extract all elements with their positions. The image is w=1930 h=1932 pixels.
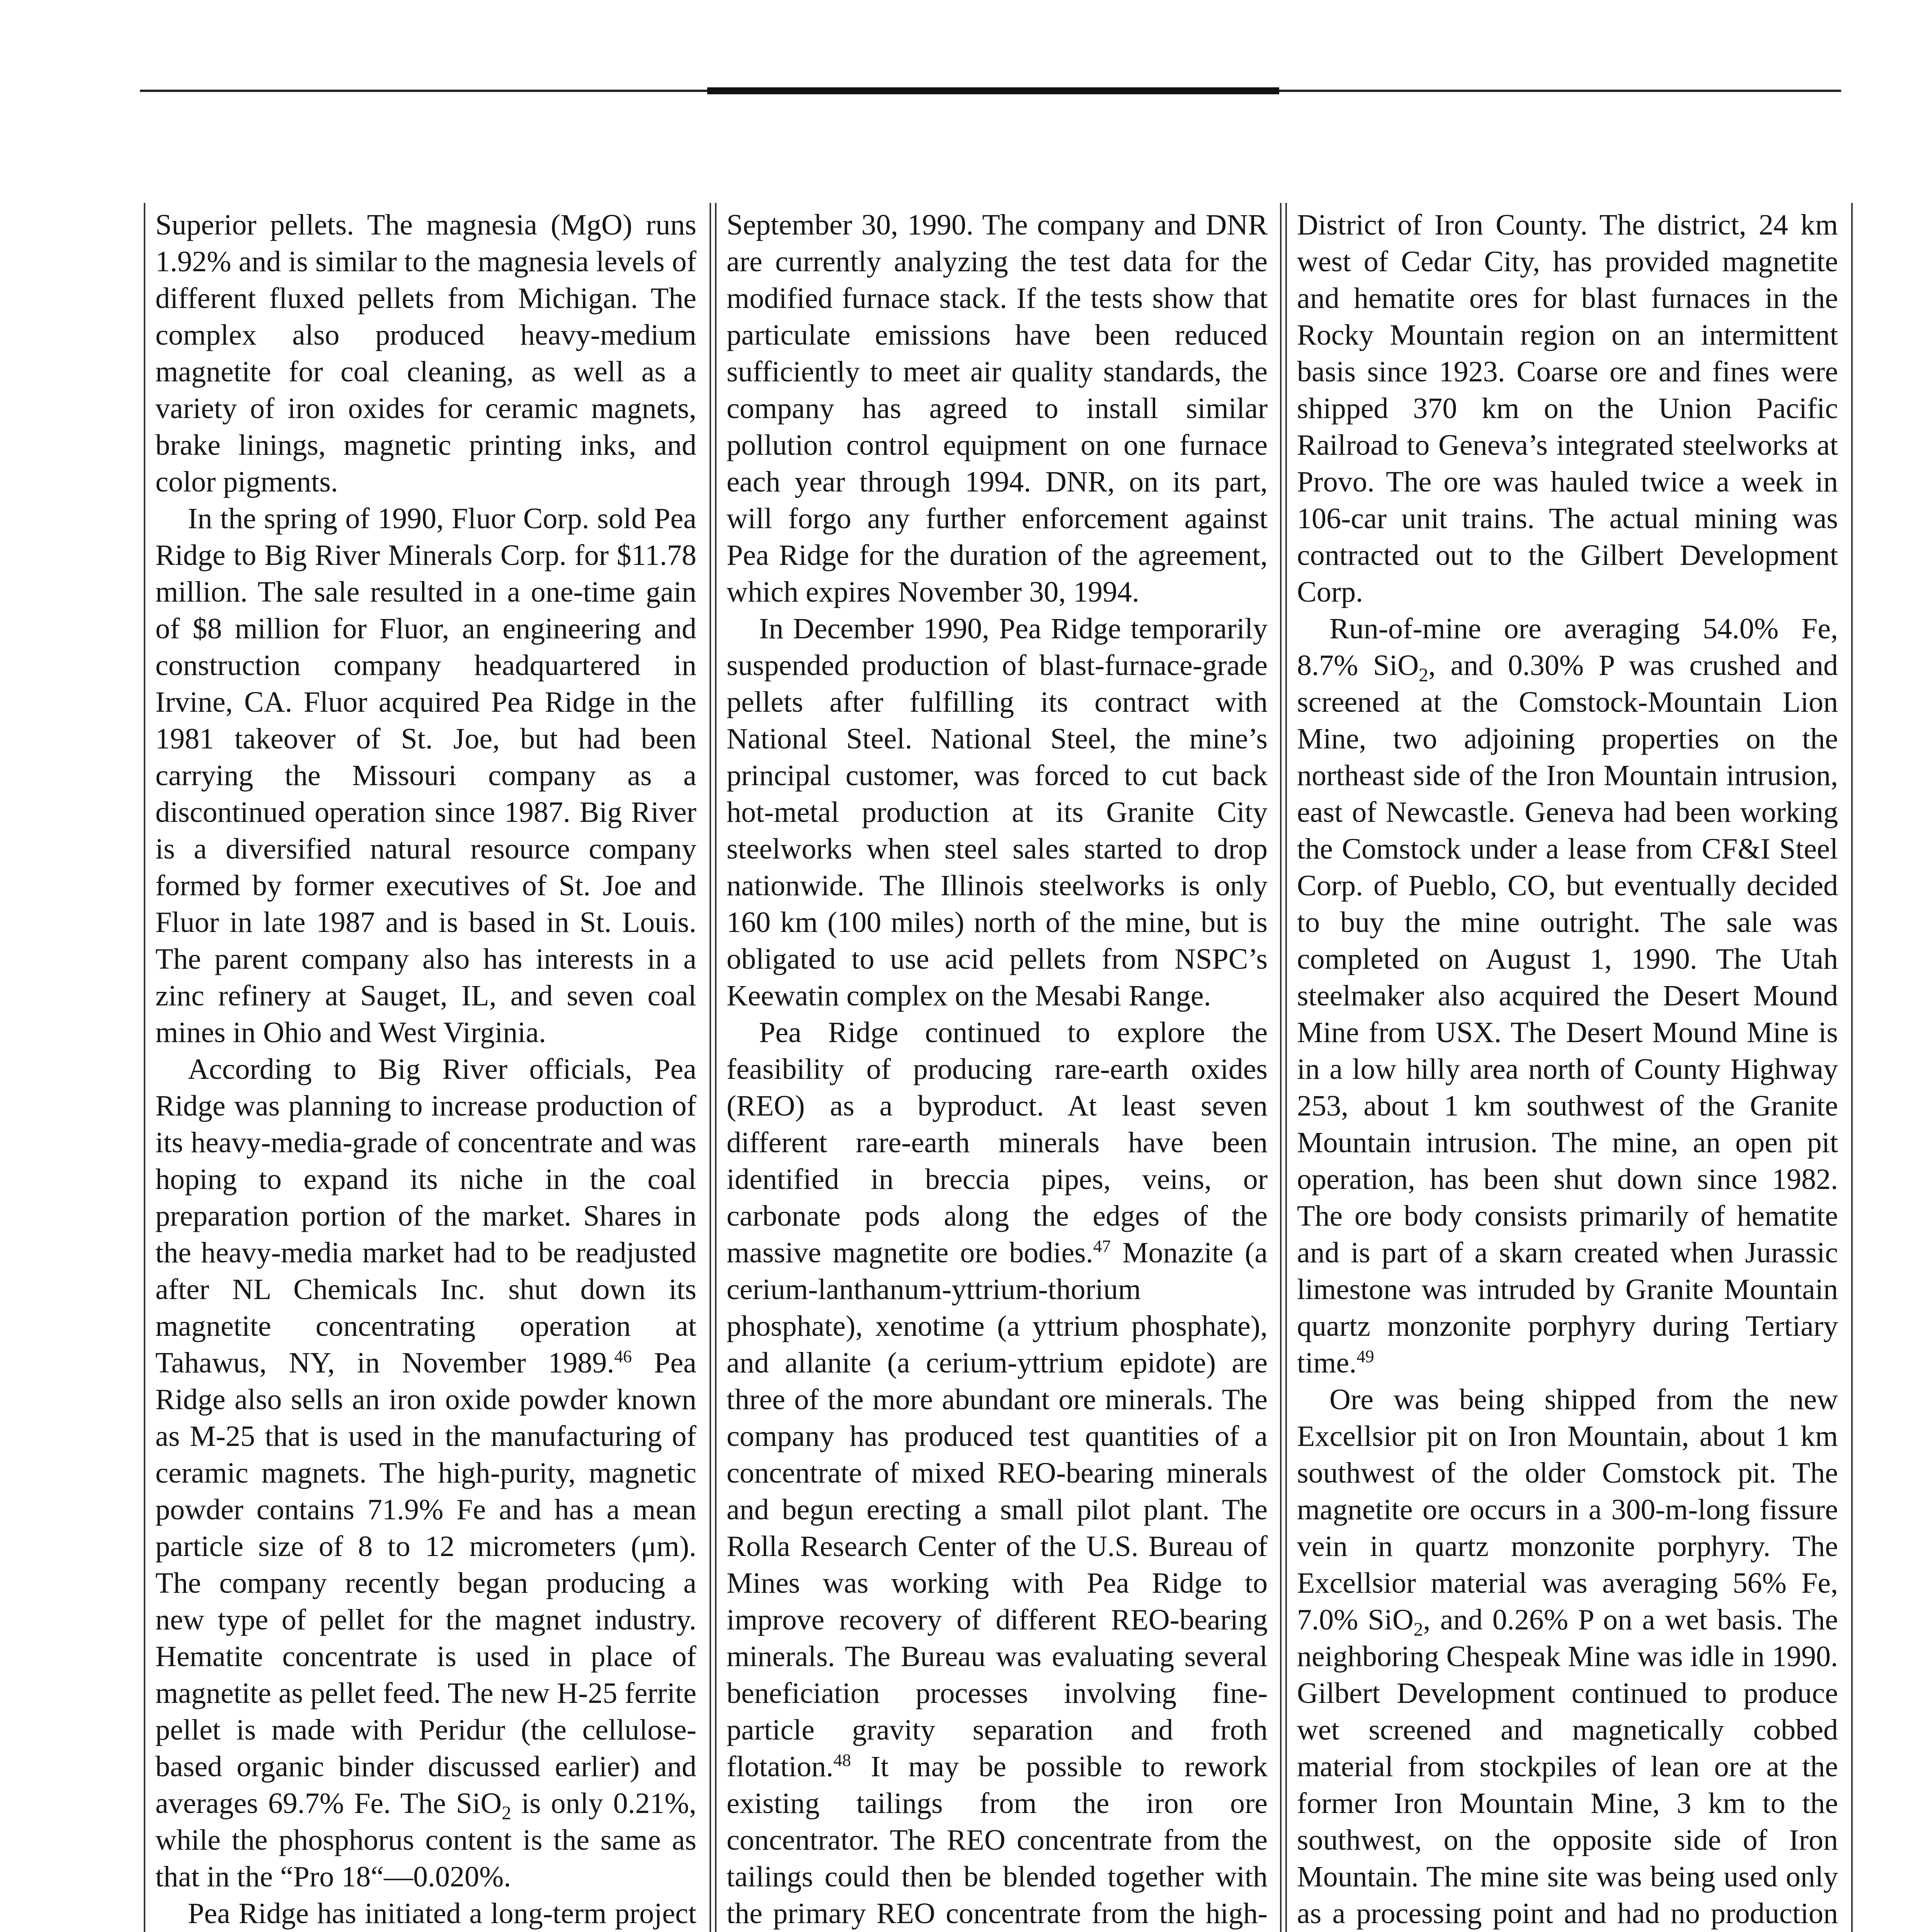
subscript: 2 [502, 1802, 511, 1824]
paragraph [727, 1014, 1268, 1932]
column-divider [1851, 203, 1853, 1932]
text-run: It may be possible to rework existing tailings from the iron ore concentrator. The REO concentrate from the tailings could then be blended together with the primary REO concentrate from the high- [727, 1750, 1268, 1930]
subscript: 2 [1413, 1619, 1423, 1640]
text-column-1 [155, 207, 696, 1932]
column-divider [144, 203, 145, 1932]
paragraph: Pea Ridge has initiated a long-term project [188, 1897, 696, 1930]
paragraph [1297, 1381, 1838, 1932]
text-run: , and 0.30% P was crushed and screened at the Comstock-Mountain Lion Mine, two adjoining properties on the northeast side of the Iron Mountain intrusion, east of Newcastle. Geneva had been working the Comstock under a lease from CF&I Steel Corp. of Pueblo, CO, but eventually decided to buy the mine outright. The sale was completed on August 1, 1990. The Utah steelmaker also acquired the Desert Mound Mine from USX. The Desert Mound Mine is in a low hilly area north of County Highway 253, about 1 km southwest of the Granite Mountain intrusion. The mine, an open pit operation, has been shut down since 1982. The ore body consists primarily of hematite and is part of a skarn created when Jurassic limestone was intruded by Granite Mountain quartz monzonite porphyry during Tertiary time. [1297, 649, 1838, 1379]
text-run: Run-of-mine ore averaging 54.0% Fe, 8.7% SiO [1297, 612, 1838, 682]
footnote-ref: 48 [833, 1750, 851, 1770]
text-run: Pea Ridge also sells an iron oxide powder known as M-25 that is used in the manufacturing of ceramic magnets. The high-purity, magnetic powder contains 71.9% Fe and has a mean particle size of 8 to 12 micrometers (μm). The company recently began producing a new type of pellet for the magnet industry. Hematite concentrate is used in place of magnetite as pellet feed. The new H-25 ferrite pellet is made with Peridur (the cellulose-based organic binder discussed earlier) and averages 69.7% Fe. The SiO [155, 1347, 696, 1820]
text-run: Pea Ridge continued to explore the feasibility of producing rare-earth oxides (REO) as a byproduct. At least seven different rare-earth minerals have been identified in breccia pipes, veins, or carbonate pods along the edges of the massive magnetite ore bodies. [727, 1016, 1268, 1269]
text-run: Monazite (a cerium-lanthanum-yttrium-thorium phosphate), xenotime (a yttrium phosphate), and allanite (a cerium-yttrium epidote) are three of the more abundant ore minerals. The company has produced test quantities of a concentrate of mixed REO-bearing minerals and begun erecting a small pilot plant. The Rolla Research Center of the U.S. Bureau of Mines was working with Pea Ridge to improve recovery of different REO-bearing minerals. The Bureau was evaluating several beneficiation processes involving fine-particle gravity separation and froth flotation. [727, 1236, 1268, 1783]
footnote-ref: 47 [1093, 1236, 1111, 1256]
paragraph [1297, 611, 1838, 1381]
column-divider [1280, 203, 1282, 1932]
text-run: According to Big River officials, Pea Ridge was planning to increase production of its heavy-media-grade of concentrate and was hoping to expand its niche in the coal preparation portion of the market. Shares in the heavy-media market had to be readjusted after NL Chemicals Inc. shut down its magnetite concentrating operation at Tahawus, NY, in November 1989. [155, 1053, 696, 1379]
text-column-3 [1297, 207, 1838, 1932]
text-run: is only 0.21%, while the phosphorus content is the same as that in the “Pro 18“—0.020%. [155, 1787, 696, 1893]
subscript: 2 [1419, 664, 1428, 686]
header-rule-bold [707, 87, 1279, 94]
text-run: , and 0.26% P on a wet basis. The neighboring Chespeak Mine was idle in 1990. Gilbert Development continued to produce wet screened and magnetically cobbed material from stockpiles of lean ore at the former Iron Mountain Mine, 3 km to the southwest, on the opposite side of Iron Mountain. The mine site was being used only as a processing point and had no production [1297, 1604, 1838, 1930]
paragraph: In December 1990, Pea Ridge temporarily suspended production of blast-furnace-grade pellets after fulfilling its contract with National Steel. National Steel, the mine’s principal customer, was forced to cut back hot-metal production at its Granite City steelworks when steel sales started to drop nationwide. The Illinois steelworks is only 160 km (100 miles) north of the mine, but is obligated to use acid pellets from NSPC’s Keewatin complex on the Mesabi Range. [727, 612, 1268, 1012]
paragraph [155, 1051, 696, 1895]
footnote-ref: 46 [614, 1346, 632, 1366]
paragraph: In the spring of 1990, Fluor Corp. sold Pea Ridge to Big River Minerals Corp. for $11.78 million. The sale resulted in a one-time gain of $8 million for Fluor, an engineering and construction company headquartered in Irvine, CA. Fluor acquired Pea Ridge in the 1981 takeover of St. Joe, but had been carrying the Missouri company as a discontinued operation since 1987. Big River is a diversified natural resource company formed by former executives of St. Joe and Fluor in late 1987 and is based in St. Louis. The parent company also has interests in a zinc refinery at Sauget, IL, and seven coal mines in Ohio and West Virginia. [155, 502, 696, 1049]
paragraph: Superior pellets. The magnesia (MgO) runs 1.92% and is similar to the magnesia levels of different fluxed pellets from Michigan. The complex also produced heavy-medium magnetite for coal cleaning, as well as a variety of iron oxides for ceramic magnets, brake linings, magnetic printing inks, and color pigments. [155, 209, 696, 498]
footnote-ref: 49 [1356, 1346, 1374, 1366]
column-divider [715, 203, 717, 1932]
text-run: Ore was being shipped from the new Excellsior pit on Iron Mountain, about 1 km southwest of the older Comstock pit. The magnetite ore occurs in a 300-m-long fissure vein in quartz monzonite porphyry. The Excellsior material was averaging 56% Fe, 7.0% SiO [1297, 1383, 1838, 1636]
text-column-2 [727, 207, 1268, 1932]
paragraph: District of Iron County. The district, 24 km west of Cedar City, has provided magnetite and hematite ores for blast furnaces in the Rocky Mountain region on an intermittent basis since 1923. Coarse ore and fines were shipped 370 km on the Union Pacific Railroad to Geneva’s integrated steelworks at Provo. The ore was hauled twice a week in 106-car unit trains. The actual mining was contracted out to the Gilbert Development Corp. [1297, 209, 1838, 608]
column-divider [710, 203, 711, 1932]
paragraph: September 30, 1990. The company and DNR are currently analyzing the test data for the modified furnace stack. If the tests show that particulate emissions have been reduced sufficiently to meet air quality standards, the company has agreed to install similar pollution control equipment on one furnace each year through 1994. DNR, on its part, will forgo any further enforcement against Pea Ridge for the duration of the agreement, which expires November 30, 1994. [727, 209, 1268, 608]
column-divider [1285, 203, 1287, 1932]
